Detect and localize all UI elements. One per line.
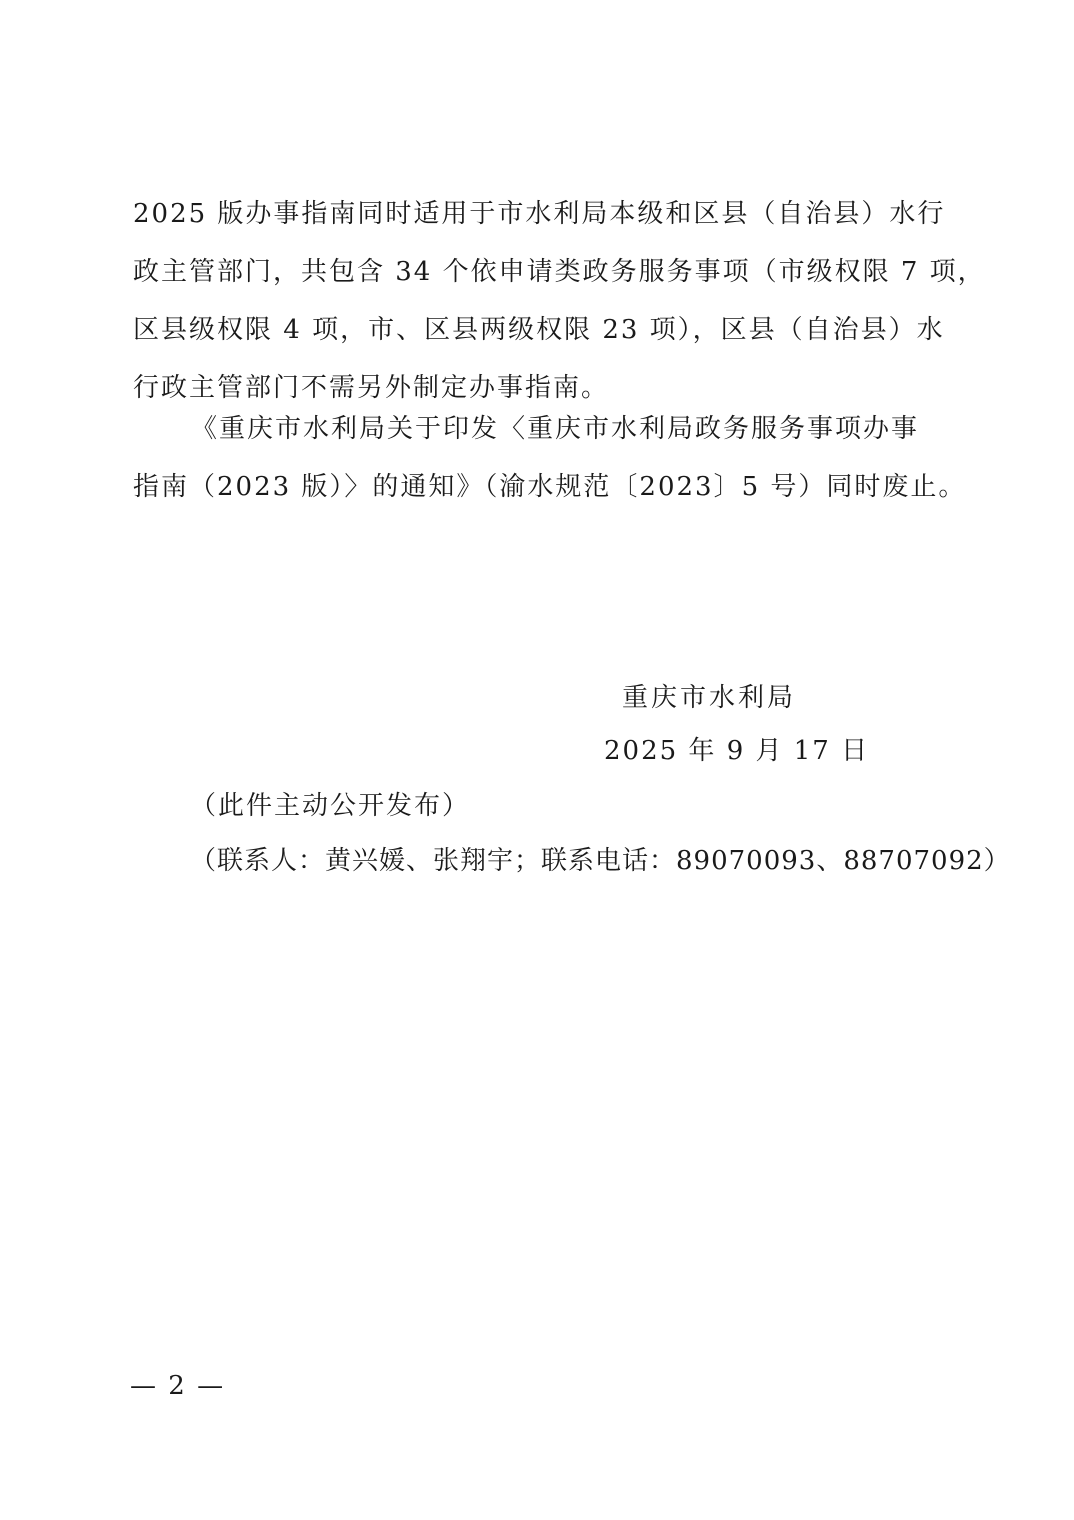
paragraph-line: 指南（2023 版）〉的通知》（渝水规范〔2023〕5 号）同时废止。 (133, 472, 967, 502)
paragraph-line: 政主管部门，共包含 34 个依申请类政务服务事项（市级权限 7 项， (133, 257, 986, 287)
signature-date: 2025 年 9 月 17 日 (604, 736, 870, 766)
page-number: — 2 — (130, 1371, 226, 1401)
publication-note: （此件主动公开发布） (190, 791, 471, 821)
body-paragraph-1 (133, 185, 986, 417)
contact-note: （联系人：黄兴媛、张翔宇；联系电话：89070093、88707092） (190, 846, 1011, 876)
paragraph-line: 行政主管部门不需另外制定办事指南。 (133, 373, 610, 403)
paragraph-line: 《重庆市水利局关于印发〈重庆市水利局政务服务事项办事 (191, 414, 920, 444)
body-paragraph-2 (133, 400, 967, 516)
signature-organization: 重庆市水利局 (622, 683, 797, 713)
paragraph-line: 区县级权限 4 项，市、区县两级权限 23 项），区县（自治县）水 (133, 315, 945, 345)
paragraph-line: 2025 版办事指南同时适用于市水利局本级和区县（自治县）水行 (133, 199, 946, 229)
